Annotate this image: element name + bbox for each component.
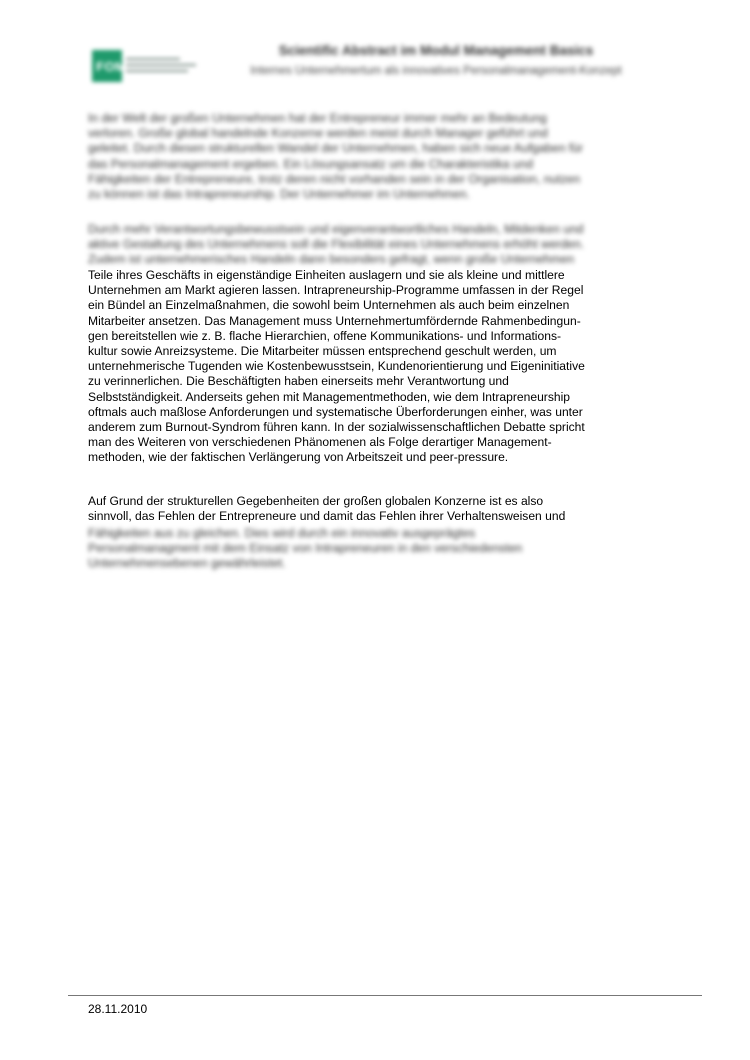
text-line: Unternehmensebenen gewährleistet.: [88, 556, 286, 571]
text-line: Mitarbeiter ansetzen. Das Management muss Unternehmertumfördernde Rahmenbedingun-: [88, 313, 581, 328]
text-line: Selbstständigkeit. Anderseits gehen mit Managementmethoden, wie dem Intrapreneurship: [88, 389, 571, 404]
text-line: verloren. Große global handelnde Konzerne werden meist durch Manager geführt und: [88, 126, 548, 141]
text-line: Auf Grund der strukturellen Gegebenheiten der großen globalen Konzerne ist es also: [88, 494, 544, 508]
text-line: sinnvoll, das Fehlen der Entrepreneure und damit das Fehlen ihrer Verhaltensweisen und: [88, 509, 566, 524]
text-line: das Personalmanagement ergeben. Ein Lösungsansatz um die Charakteristika und: [88, 156, 534, 171]
paragraph-2: [88, 268, 648, 465]
document-subtitle: Internes Unternehmertum als innovatives Personalmanagement-Konzept: [250, 65, 622, 77]
text-line: In der Welt der großen Unternehmen hat der Entrepreneur immer mehr an Bedeutung: [88, 111, 547, 125]
text-line: oftmals auch maßlose Anforderungen und systematische Überforderungen einher, was unter: [88, 404, 583, 419]
text-line: Zudem ist unternehmerisches Handeln dann besonders gefragt, wenn große Unternehmen: [88, 252, 575, 267]
paragraph-3: [88, 494, 648, 524]
text-line: Fähigkeiten der Entrepreneure, trotz deren nicht vorhanden sein in der Organisation, nutzen: [88, 171, 581, 186]
text-line: Teile ihres Geschäfts in eigenständige Einheiten auslagern und sie als kleine und mittlere: [88, 268, 565, 282]
text-line: unternehmerische Tugenden wie Kostenbewusstsein, Kundenorientierung und Eigeninitiative: [88, 359, 585, 374]
paragraph-1: [88, 111, 648, 202]
text-line: Durch mehr Verantwortungsbewusstsein und eigenverantwortliches Handeln, Mitdenken und: [88, 222, 584, 236]
text-line: kultur sowie Anreizsysteme. Die Mitarbeiter müssen entsprechend geschult werden, um: [88, 343, 557, 358]
text-line: geleitet. Durch diesen strukturellen Wandel der Unternehmen, haben sich neue Aufgaben für: [88, 141, 584, 156]
text-line: Fähigkeiten aus zu gleichen. Dies wird durch ein innovativ ausgeprägtes: [88, 526, 476, 540]
logo-caption-line: [126, 58, 180, 60]
text-line: gen bereitstellen wie z. B. flache Hierarchien, offene Kommunikations- und Informations-: [88, 328, 562, 343]
paragraph-3-blurred: [88, 526, 648, 572]
logo: [92, 50, 200, 82]
text-line: zu können ist das Intrapreneurship. Der Unternehmer im Unternehmen.: [88, 186, 470, 201]
logo-mark: [92, 50, 127, 82]
footer-divider: [68, 995, 702, 996]
logo-caption-line: [126, 64, 196, 66]
text-line: anderem zum Burnout-Syndrom führen kann. In der sozialwissenschaftlichen Debatte spricht: [88, 419, 585, 434]
paragraph-2-blurred: [88, 222, 648, 268]
text-line: zu verinnerlichen. Die Beschäftigten haben einerseits mehr Verantwortung und: [88, 374, 509, 389]
logo-text: FOM: [96, 59, 127, 74]
text-line: man des Weiteren von verschiedenen Phänomenen als Folge derartiger Management-: [88, 435, 552, 450]
footer-date: 28.11.2010: [88, 1002, 148, 1016]
document-title: Scientific Abstract im Modul Management Basics: [278, 43, 594, 58]
text-line: ein Bündel an Einzelmaßnahmen, die sowohl beim Unternehmen als auch beim einzelnen: [88, 298, 570, 313]
text-line: aktive Gestaltung des Unternehmens soll die Flexibilität eines Unternehmens erhöht werden.: [88, 237, 585, 252]
logo-caption-line: [126, 70, 188, 72]
text-line: Personalmanagment mit dem Einsatz von Intrapreneuren in den verschiedensten: [88, 541, 523, 556]
text-line: Unternehmen am Markt agieren lassen. Intrapreneurship-Programme umfassen in der Regel: [88, 283, 584, 298]
text-line: methoden, wie der faktischen Verlängerung von Arbeitszeit und peer-pressure.: [88, 450, 509, 465]
